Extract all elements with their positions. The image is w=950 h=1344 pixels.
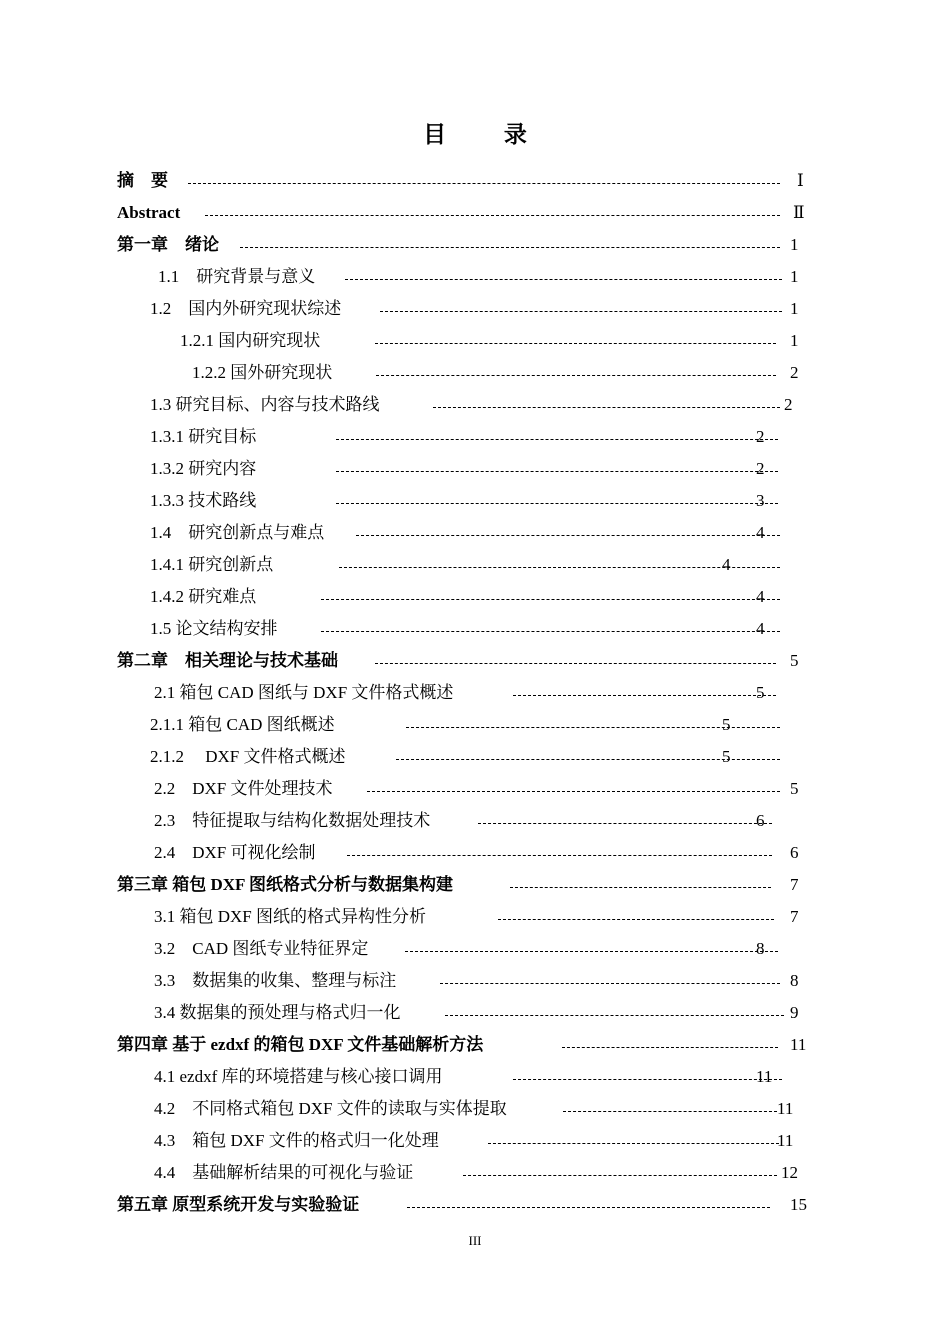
dot-leader: [321, 599, 780, 600]
toc-entry[interactable]: [0, 264, 950, 290]
toc-entry-label: 1.2.1 国内研究现状: [180, 331, 321, 350]
toc-entry-label: 2.1.1 箱包 CAD 图纸概述: [150, 715, 335, 734]
toc-entry[interactable]: [0, 648, 950, 674]
toc-entry-page: 4: [756, 523, 765, 542]
toc-entry[interactable]: [0, 776, 950, 802]
toc-entry[interactable]: [0, 1160, 950, 1186]
dot-leader: [375, 663, 776, 664]
toc-entry[interactable]: [0, 360, 950, 386]
toc-entry-label: 1.2 国内外研究现状综述: [150, 299, 342, 318]
toc-entry-label: 1.3.2 研究内容: [150, 459, 257, 478]
toc-entry[interactable]: [0, 328, 950, 354]
toc-entry-label: 1.3 研究目标、内容与技术路线: [150, 395, 380, 414]
toc-entry-page: 5: [722, 747, 731, 766]
toc-entry[interactable]: [0, 1064, 950, 1090]
dot-leader: [463, 1175, 777, 1176]
toc-entry[interactable]: [0, 808, 950, 834]
toc-entry[interactable]: [0, 552, 950, 578]
toc-entry-page: 5: [722, 715, 731, 734]
toc-title: 目 录: [423, 122, 553, 147]
toc-entry-page: 4: [722, 555, 731, 574]
toc-entry[interactable]: [0, 904, 950, 930]
dot-leader: [336, 471, 778, 472]
toc-entry-label: 1.4.1 研究创新点: [150, 555, 274, 574]
toc-entry-label: 3.4 数据集的预处理与格式归一化: [154, 1003, 401, 1022]
toc-entry-label: 4.2 不同格式箱包 DXF 文件的读取与实体提取: [154, 1099, 507, 1118]
toc-entry-page: 5: [790, 651, 799, 670]
toc-entry-page: 2: [790, 363, 799, 382]
toc-entry[interactable]: [0, 488, 950, 514]
toc-entry[interactable]: [0, 424, 950, 450]
toc-entry-page: Ⅱ: [793, 203, 805, 222]
toc-entry[interactable]: [0, 584, 950, 610]
toc-entry-page: 11: [790, 1035, 807, 1054]
toc-entry-page: 4: [756, 587, 765, 606]
toc-entry-label: 第二章 相关理论与技术基础: [117, 651, 338, 670]
dot-leader: [347, 855, 772, 856]
toc-entry-page: 5: [756, 683, 765, 702]
toc-entry-page: 11: [777, 1099, 794, 1118]
toc-entry-label: 4.1 ezdxf 库的环境搭建与核心接口调用: [154, 1067, 443, 1086]
dot-leader: [356, 535, 780, 536]
toc-entry-page: 1: [790, 267, 799, 286]
dot-leader: [240, 247, 780, 248]
toc-entry-page: 1: [790, 331, 799, 350]
toc-entry-label: 1.5 论文结构安排: [150, 619, 278, 638]
toc-entry[interactable]: [0, 168, 950, 194]
dot-leader: [321, 631, 780, 632]
dot-leader: [513, 1079, 782, 1080]
toc-entry[interactable]: [0, 680, 950, 706]
dot-leader: [380, 311, 782, 312]
toc-entry-label: 第五章 原型系统开发与实验验证: [117, 1195, 360, 1214]
toc-entry-label: 第四章 基于 ezdxf 的箱包 DXF 文件基础解析方法: [117, 1035, 484, 1054]
toc-entry[interactable]: [0, 296, 950, 322]
dot-leader: [336, 503, 778, 504]
toc-entry-label: 2.2 DXF 文件处理技术: [154, 779, 333, 798]
dot-leader: [510, 887, 771, 888]
toc-entry[interactable]: [0, 1192, 950, 1218]
dot-leader: [188, 183, 780, 184]
dot-leader: [563, 1111, 777, 1112]
dot-leader: [405, 951, 778, 952]
toc-entry-label: 第三章 箱包 DXF 图纸格式分析与数据集构建: [117, 875, 454, 894]
toc-entry-page: 6: [790, 843, 799, 862]
toc-entry[interactable]: [0, 392, 950, 418]
toc-entry-page: Ⅰ: [797, 171, 804, 190]
toc-entry-label: 3.3 数据集的收集、整理与标注: [154, 971, 397, 990]
toc-entry-label: 1.2.2 国外研究现状: [192, 363, 333, 382]
toc-entry-page: 1: [790, 235, 799, 254]
toc-entry-page: 8: [790, 971, 799, 990]
dot-leader: [488, 1143, 779, 1144]
toc-entry-page: 2: [756, 427, 765, 446]
dot-leader: [205, 215, 780, 216]
page-number: III: [468, 1233, 482, 1248]
toc-entry-page: 3: [756, 491, 765, 510]
toc-entry[interactable]: [0, 1128, 950, 1154]
toc-entry[interactable]: [0, 872, 950, 898]
toc-entry[interactable]: [0, 1096, 950, 1122]
toc-entry[interactable]: [0, 712, 950, 738]
toc-entry-label: 1.4 研究创新点与难点: [150, 523, 325, 542]
toc-entry-label: 2.3 特征提取与结构化数据处理技术: [154, 811, 431, 830]
toc-entry[interactable]: [0, 744, 950, 770]
toc-entry-label: 1.4.2 研究难点: [150, 587, 257, 606]
toc-entry-page: 7: [790, 907, 799, 926]
dot-leader: [375, 343, 776, 344]
toc-entry-label: 2.1.2 DXF 文件格式概述: [150, 747, 346, 766]
toc-entry-label: 3.1 箱包 DXF 图纸的格式异构性分析: [154, 907, 427, 926]
toc-entry-page: 5: [790, 779, 799, 798]
toc-entry-label: 第一章 绪论: [117, 235, 219, 254]
dot-leader: [498, 919, 774, 920]
toc-entry-page: 2: [756, 459, 765, 478]
toc-entry-label: 4.4 基础解析结果的可视化与验证: [154, 1163, 414, 1182]
toc-entry-label: 4.3 箱包 DXF 文件的格式归一化处理: [154, 1131, 439, 1150]
toc-entry-page: 15: [790, 1195, 807, 1214]
toc-entry[interactable]: [0, 936, 950, 962]
toc-entry-label: 1.1 研究背景与意义: [158, 267, 316, 286]
toc-entry-label: 1.3.3 技术路线: [150, 491, 257, 510]
toc-entry-page: 12: [781, 1163, 798, 1182]
dot-leader: [345, 279, 782, 280]
dot-leader: [407, 1207, 770, 1208]
toc-entry-page: 11: [756, 1067, 773, 1086]
toc-entry[interactable]: [0, 1032, 950, 1058]
dot-leader: [513, 695, 776, 696]
toc-entry-page: 4: [756, 619, 765, 638]
toc-entry[interactable]: [0, 616, 950, 642]
toc-entry-label: 2.4 DXF 可视化绘制: [154, 843, 316, 862]
toc-entry[interactable]: [0, 200, 950, 226]
toc-entry-page: 1: [790, 299, 799, 318]
dot-leader: [433, 407, 780, 408]
toc-entry[interactable]: [0, 840, 950, 866]
toc-entry[interactable]: [0, 520, 950, 546]
toc-entry[interactable]: [0, 1000, 950, 1026]
toc-entry-label: 2.1 箱包 CAD 图纸与 DXF 文件格式概述: [154, 683, 454, 702]
toc-entry-page: 7: [790, 875, 799, 894]
toc-entry-label: 1.3.1 研究目标: [150, 427, 257, 446]
toc-entry-page: 11: [777, 1131, 794, 1150]
toc-entry-label: Abstract: [117, 203, 181, 222]
toc-entry-label: 摘 要: [117, 171, 168, 190]
dot-leader: [367, 791, 780, 792]
toc-entry-page: 8: [756, 939, 765, 958]
dot-leader: [478, 823, 772, 824]
toc-entry[interactable]: [0, 232, 950, 258]
toc-entry-page: 6: [756, 811, 765, 830]
toc-entry[interactable]: [0, 456, 950, 482]
dot-leader: [562, 1047, 778, 1048]
dot-leader: [376, 375, 776, 376]
dot-leader: [339, 567, 780, 568]
toc-entry-page: 9: [790, 1003, 799, 1022]
dot-leader: [440, 983, 780, 984]
toc-entry-page: 2: [784, 395, 793, 414]
toc-entry[interactable]: [0, 968, 950, 994]
toc-entry-label: 3.2 CAD 图纸专业特征界定: [154, 939, 369, 958]
dot-leader: [445, 1015, 784, 1016]
dot-leader: [336, 439, 778, 440]
